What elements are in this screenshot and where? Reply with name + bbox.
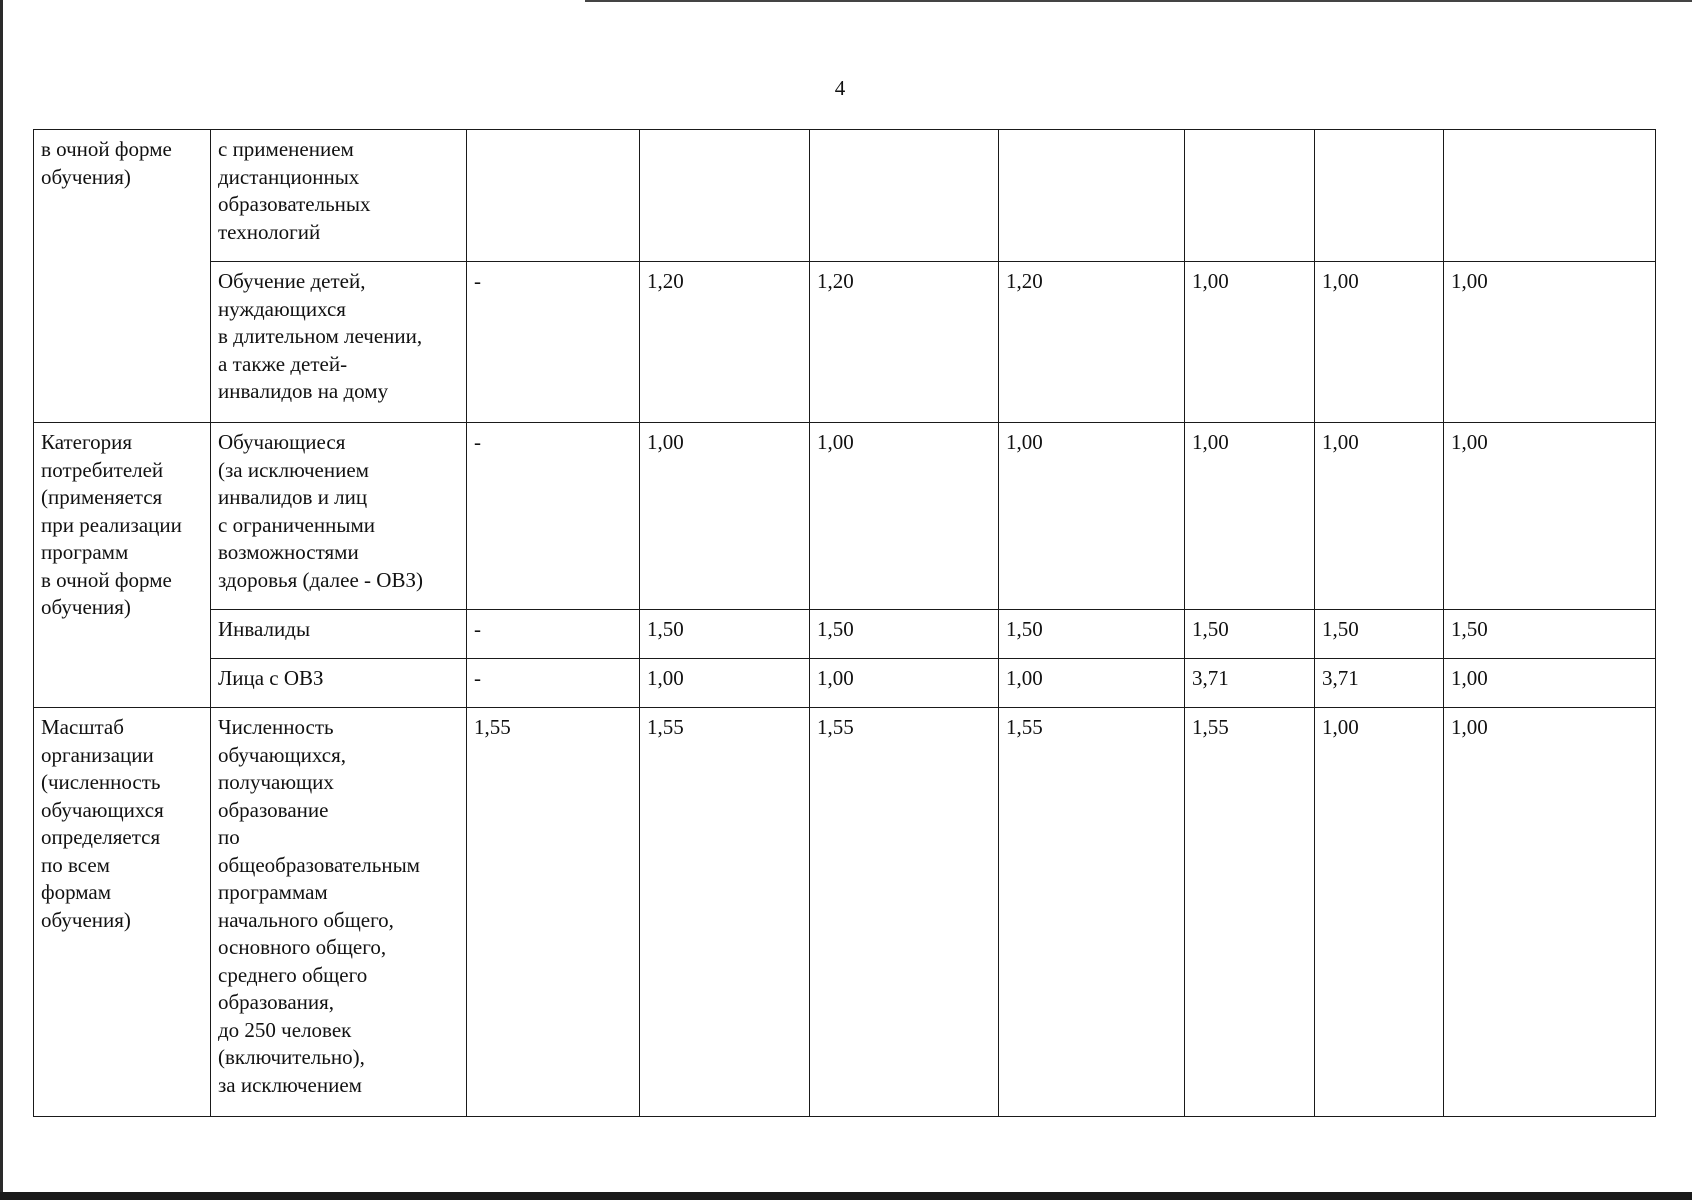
value-cell	[640, 130, 810, 262]
value-cell: 1,00	[1444, 262, 1656, 423]
value-cell: 1,55	[640, 708, 810, 1117]
scan-edge-left	[0, 0, 3, 1200]
value-cell: 1,50	[810, 610, 999, 659]
value-cell: 1,00	[810, 659, 999, 708]
table-row	[34, 423, 1656, 610]
value-cell	[1444, 130, 1656, 262]
group-cell: Масштаб организации (численность обучающихся определяется по всем формам обучения)	[34, 708, 211, 1117]
value-cell: -	[467, 423, 640, 610]
table-row	[34, 659, 1656, 708]
value-cell: 1,00	[999, 659, 1185, 708]
label-cell: Инвалиды	[211, 610, 467, 659]
label-cell: Обучающиеся (за исключением инвалидов и лиц с ограниченными возможностями здоровья (далее - ОВЗ)	[211, 423, 467, 610]
value-cell: 1,00	[640, 659, 810, 708]
page-number: 4	[834, 76, 846, 100]
value-cell: 1,55	[999, 708, 1185, 1117]
value-cell	[1315, 130, 1444, 262]
value-cell: 1,20	[640, 262, 810, 423]
table-row	[34, 610, 1656, 659]
value-cell: 1,00	[1444, 423, 1656, 610]
value-cell: 1,00	[1315, 423, 1444, 610]
value-cell: 1,00	[810, 423, 999, 610]
value-cell: 1,00	[1185, 262, 1315, 423]
label-cell: Численность обучающихся, получающих образование по общеобразовательным программам начального общего, основного общего, среднего общего образования, до 250 человек (включительно), за исключением	[211, 708, 467, 1117]
table-row	[34, 708, 1656, 1117]
value-cell: 1,20	[999, 262, 1185, 423]
value-cell: 1,00	[640, 423, 810, 610]
value-cell	[467, 130, 640, 262]
value-cell: 1,50	[1185, 610, 1315, 659]
value-cell: 1,50	[640, 610, 810, 659]
value-cell: 1,00	[1315, 708, 1444, 1117]
value-cell: 1,55	[467, 708, 640, 1117]
value-cell: 1,50	[999, 610, 1185, 659]
label-cell: с применением дистанционных образовательных технологий	[211, 130, 467, 262]
value-cell: 1,55	[810, 708, 999, 1117]
coefficients-table	[33, 129, 1656, 1117]
scan-edge-bottom	[0, 1192, 1692, 1200]
value-cell	[810, 130, 999, 262]
group-cell: Категория потребителей (применяется при реализации программ в очной форме обучения)	[34, 423, 211, 708]
scan-edge-top	[585, 0, 1692, 2]
value-cell: 1,50	[1444, 610, 1656, 659]
value-cell: 1,00	[1444, 708, 1656, 1117]
label-cell: Лица с ОВЗ	[211, 659, 467, 708]
value-cell: -	[467, 659, 640, 708]
value-cell: 3,71	[1315, 659, 1444, 708]
label-cell: Обучение детей, нуждающихся в длительном лечении, а также детей- инвалидов на дому	[211, 262, 467, 423]
value-cell: 1,00	[1185, 423, 1315, 610]
value-cell	[999, 130, 1185, 262]
value-cell	[1185, 130, 1315, 262]
value-cell: 1,50	[1315, 610, 1444, 659]
value-cell: -	[467, 262, 640, 423]
value-cell: 1,55	[1185, 708, 1315, 1117]
table-row	[34, 262, 1656, 423]
value-cell: 1,20	[810, 262, 999, 423]
group-cell: в очной форме обучения)	[34, 130, 211, 423]
value-cell: 3,71	[1185, 659, 1315, 708]
value-cell: 1,00	[999, 423, 1185, 610]
value-cell: 1,00	[1315, 262, 1444, 423]
value-cell: -	[467, 610, 640, 659]
table-row	[34, 130, 1656, 262]
value-cell: 1,00	[1444, 659, 1656, 708]
